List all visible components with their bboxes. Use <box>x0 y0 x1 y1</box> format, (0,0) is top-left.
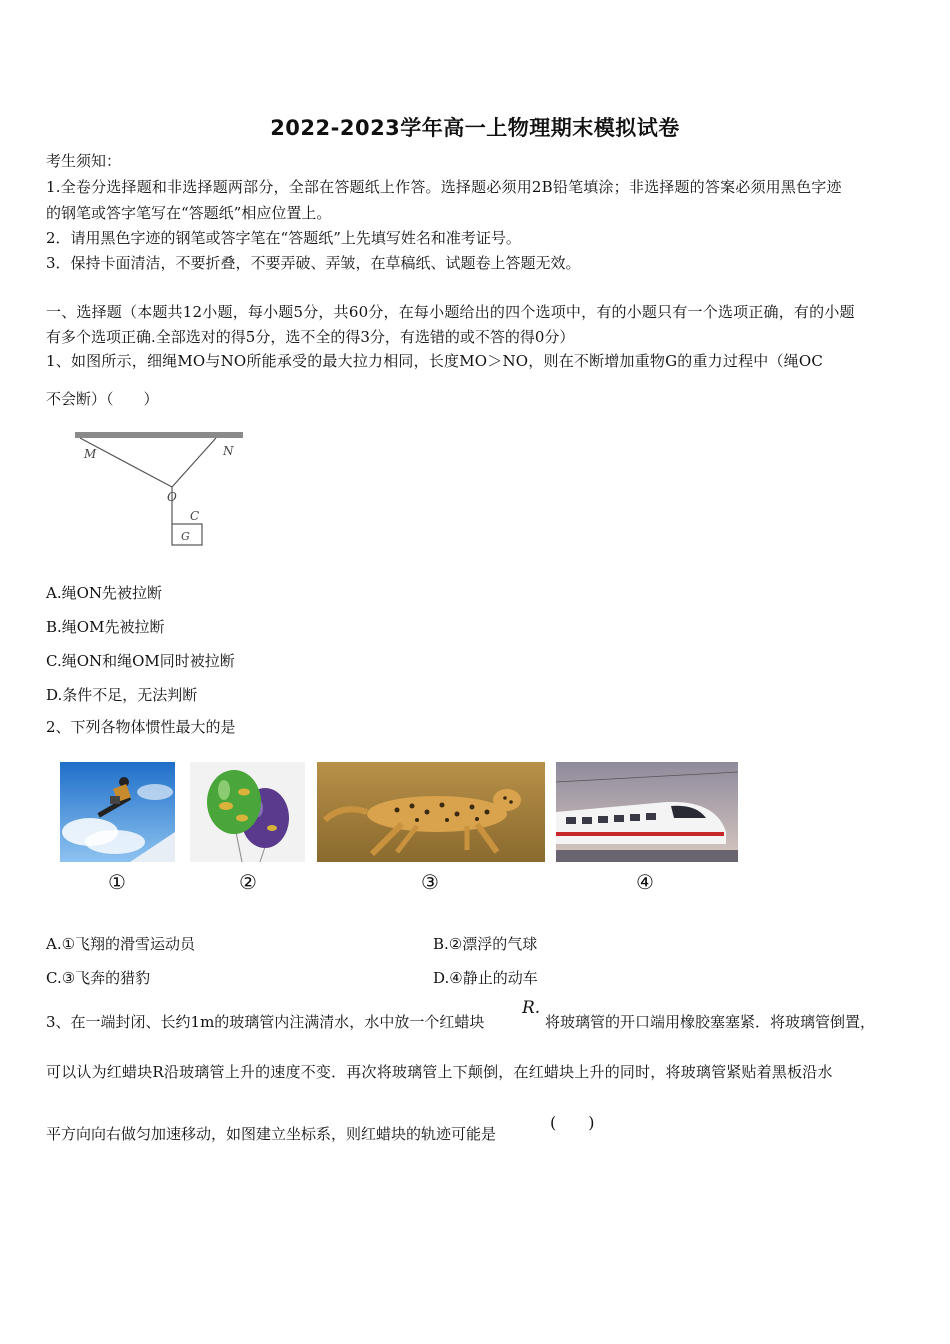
question-3-answer-paren: ( ) <box>550 1113 595 1132</box>
notice-item-2: 2．请用黑色字迹的钢笔或答字笔在“答题纸”上先填写姓名和准考证号。 <box>46 229 521 247</box>
question-1-stem: 1、如图所示，细绳MO与NO所能承受的最大拉力相同，长度MO＞NO，则在不断增加重物G的重力过程中（绳OC <box>46 352 824 370</box>
rope-no <box>172 438 216 487</box>
question-2-option-d: D.④静止的动车 <box>433 969 538 987</box>
train-image <box>556 762 738 862</box>
rope-mo <box>80 438 172 487</box>
cheetah-image <box>317 762 545 862</box>
question-2-option-b: B.②漂浮的气球 <box>433 935 538 953</box>
label-o: O <box>167 490 177 504</box>
rope-diagram <box>70 425 250 555</box>
label-c: C <box>190 509 200 523</box>
question-3-stem-part2: 将玻璃管的开口端用橡胶塞塞紧．将玻璃管倒置， <box>545 1013 876 1031</box>
page-title: 2022-2023学年高一上物理期末模拟试卷 <box>270 116 680 140</box>
question-2-stem: 2、下列各物体惯性最大的是 <box>46 718 236 736</box>
question-1-stem-cont: 不会断）（ ） <box>46 390 159 408</box>
ceiling-bar <box>75 432 243 438</box>
snowboarder-image <box>60 762 175 862</box>
notice-item-3: 3．保持卡面清洁，不要折叠，不要弄破、弄皱，在草稿纸、试题卷上答题无效。 <box>46 254 581 272</box>
section-instructions-line1: 一、选择题（本题共12小题，每小题5分，共60分，在每小题给出的四个选项中，有的小题只有一个选项正确，有的小题 <box>46 303 855 321</box>
notice-item-1-cont: 的钢笔或答字笔写在“答题纸”相应位置上。 <box>46 204 332 222</box>
red-wax-symbol: R. <box>522 998 541 1018</box>
question-3-stem-line2: 可以认为红蜡块R沿玻璃管上升的速度不变．再次将玻璃管上下颠倒，在红蜡块上升的同时，将玻璃管紧贴着黑板沿水 <box>46 1063 833 1081</box>
label-m: M <box>84 447 97 461</box>
picture-3-caption: ③ <box>421 870 439 894</box>
picture-1-caption: ① <box>108 870 126 894</box>
notice-item-1: 1.全卷分选择题和非选择题两部分，全部在答题纸上作答。选择题必须用2B铅笔填涂；非选择题的答案必须用黑色字迹 <box>46 178 842 196</box>
question-3-stem-line3: 平方向向右做匀加速移动，如图建立坐标系，则红蜡块的轨迹可能是 <box>46 1125 497 1143</box>
picture-4-caption: ④ <box>636 870 654 894</box>
notice-heading: 考生须知： <box>46 152 122 170</box>
balloons-image <box>190 762 305 862</box>
label-g: G <box>181 530 190 543</box>
question-1-option-a: A.绳ON先被拉断 <box>46 584 163 602</box>
label-n: N <box>223 444 234 458</box>
question-1-option-d: D.条件不足，无法判断 <box>46 686 198 704</box>
question-1-option-c: C.绳ON和绳OM同时被拉断 <box>46 652 235 670</box>
question-2-option-a: A.①飞翔的滑雪运动员 <box>46 935 196 953</box>
picture-2-caption: ② <box>239 870 257 894</box>
question-3-stem-part1: 3、在一端封闭、长约1m的玻璃管内注满清水，水中放一个红蜡块 <box>46 1013 485 1031</box>
question-1-option-b: B.绳OM先被拉断 <box>46 618 165 636</box>
question-2-option-c: C.③飞奔的猎豹 <box>46 969 151 987</box>
section-instructions-line2: 有多个选项正确.全部选对的得5分，选不全的得3分，有选错的或不答的得0分） <box>46 328 575 346</box>
